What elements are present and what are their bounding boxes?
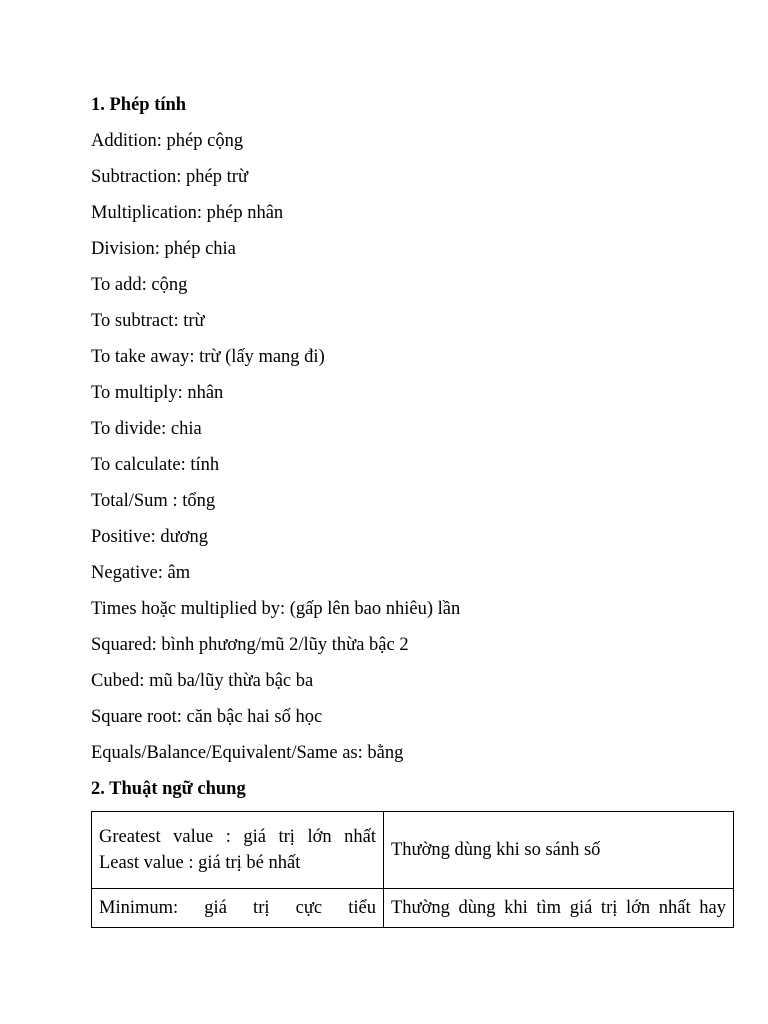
table-cell-usage xyxy=(384,889,734,928)
vocab-item: Squared: bình phương/mũ 2/lũy thừa bậc 2 xyxy=(91,635,409,655)
vocab-item: To divide: chia xyxy=(91,419,202,439)
vocab-item: Subtraction: phép trừ xyxy=(91,167,248,187)
vocab-item: Division: phép chia xyxy=(91,239,236,259)
term-minimum: Minimum: giá trị cực tiểu xyxy=(99,898,376,918)
table-cell-term xyxy=(92,812,384,889)
table-row xyxy=(92,812,734,889)
vocab-item: Equals/Balance/Equivalent/Same as: bằng xyxy=(91,743,404,763)
vocab-item: To calculate: tính xyxy=(91,455,220,475)
vocab-item: Cubed: mũ ba/lũy thừa bậc ba xyxy=(91,671,314,691)
vocab-item: Multiplication: phép nhân xyxy=(91,203,284,223)
table-cell-term xyxy=(92,889,384,928)
table-cell-usage xyxy=(384,812,734,889)
table-row xyxy=(92,889,734,928)
term-least-value: Least value : giá trị bé nhất xyxy=(99,853,301,873)
terms-table xyxy=(91,811,734,928)
usage-text: Thường dùng khi tìm giá trị lớn nhất hay xyxy=(391,898,726,918)
usage-text: Thường dùng khi so sánh số xyxy=(391,840,601,860)
section-heading-general-terms: 2. Thuật ngữ chung xyxy=(91,779,246,799)
vocab-item: Square root: căn bậc hai số học xyxy=(91,707,323,727)
vocab-item: To multiply: nhân xyxy=(91,383,224,403)
section-heading-operations: 1. Phép tính xyxy=(91,95,187,115)
vocab-item: Total/Sum : tổng xyxy=(91,491,216,511)
term-greatest-value: Greatest value : giá trị lớn nhất xyxy=(99,827,376,847)
vocab-item: Negative: âm xyxy=(91,563,191,583)
vocab-list xyxy=(91,128,735,776)
vocab-item: Times hoặc multiplied by: (gấp lên bao nhiêu) lần xyxy=(91,599,461,619)
vocab-item: Positive: dương xyxy=(91,527,208,547)
vocab-item: To subtract: trừ xyxy=(91,311,205,331)
document-page xyxy=(91,92,735,928)
vocab-item: To add: cộng xyxy=(91,275,188,295)
vocab-item: Addition: phép cộng xyxy=(91,131,244,151)
vocab-item: To take away: trừ (lấy mang đi) xyxy=(91,347,325,367)
